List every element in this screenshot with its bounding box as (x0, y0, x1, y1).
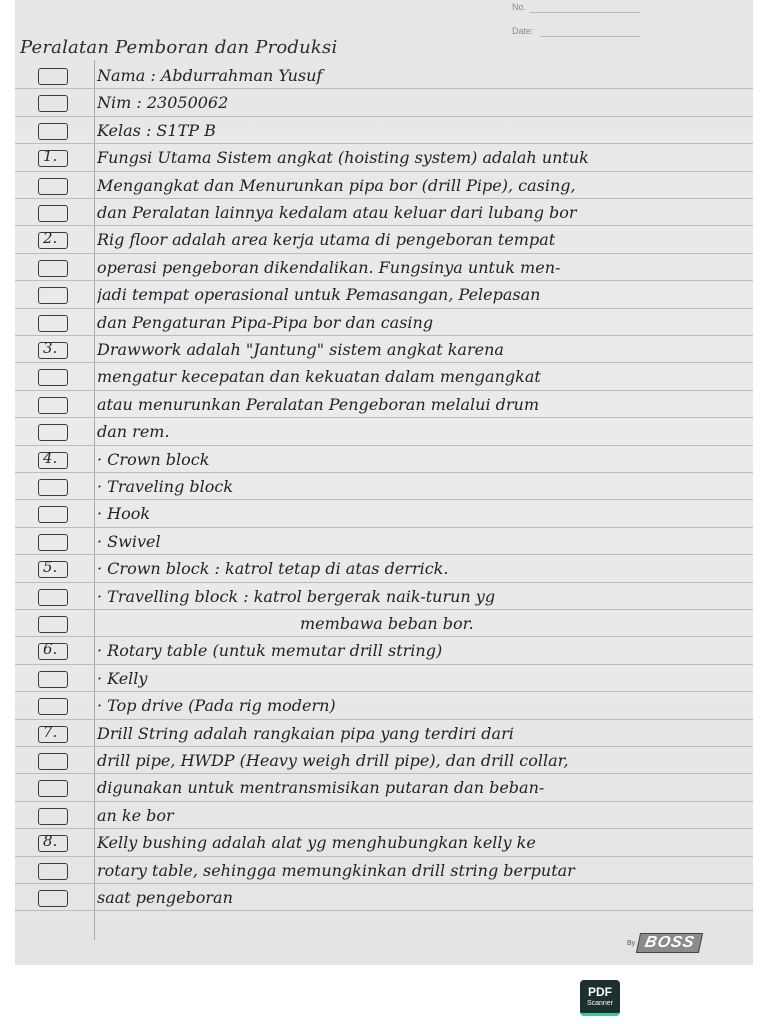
handwritten-text: dan Peralatan lainnya kedalam atau keluar dari lubang bor (97, 203, 577, 222)
handwritten-text: rotary table, sehingga memungkinkan drill string berputar (97, 860, 575, 880)
handwritten-text: Kelly bushing adalah alat yg menghubungkan kelly ke (97, 833, 536, 853)
checkbox[interactable] (38, 95, 68, 112)
handwritten-text: · Hook (97, 504, 151, 524)
list-item (15, 802, 753, 829)
handwritten-text: · Top drive (Pada rig modern) (97, 696, 336, 716)
list-item (15, 692, 753, 719)
list-item (15, 363, 753, 390)
handwritten-text: · Rotary table (untuk memutar drill string) (97, 641, 443, 661)
item-number: 5. (43, 558, 58, 577)
list-item (15, 418, 753, 445)
list-item (15, 144, 753, 171)
badge-pdf-text: PDF (588, 985, 612, 999)
checkbox[interactable] (38, 753, 68, 770)
handwritten-text: Fungsi Utama Sistem angkat (hoisting system) adalah untuk (97, 148, 589, 168)
handwritten-text: Nim : 23050062 (97, 93, 229, 113)
checkbox[interactable] (38, 506, 68, 523)
pdf-scanner-badge[interactable] (580, 980, 620, 1016)
handwritten-text: dan Pengaturan Pipa-Pipa bor dan casing (97, 312, 434, 332)
item-number: 1. (43, 147, 58, 166)
checkbox[interactable] (38, 369, 68, 386)
checkbox[interactable] (38, 178, 68, 195)
handwritten-text: Nama : Abdurrahman Yusuf (97, 66, 323, 85)
handwritten-text: · Swivel (97, 531, 161, 551)
list-item (15, 829, 753, 856)
handwritten-text: Mengangkat dan Menurunkan pipa bor (drill Pipe), casing, (97, 175, 576, 195)
handwritten-text: · Travelling block : katrol bergerak naik-turun yg (97, 586, 496, 606)
checkbox[interactable] (38, 68, 68, 85)
list-item (15, 637, 753, 664)
handwritten-text: jadi tempat operasional untuk Pemasangan, Pelepasan (97, 285, 541, 305)
handwritten-text: saat pengeboran (97, 888, 233, 907)
no-line (530, 12, 640, 13)
list-item (15, 336, 753, 363)
checkbox[interactable] (38, 890, 68, 907)
item-number: 8. (43, 832, 58, 851)
handwritten-text: Rig floor adalah area kerja utama di pengeboran tempat (97, 230, 556, 250)
list-item (15, 528, 753, 555)
checkbox[interactable] (38, 589, 68, 606)
checkbox[interactable] (38, 698, 68, 715)
date-label: Date: (512, 26, 534, 36)
page-title: Peralatan Pemboran dan Produksi (20, 37, 338, 58)
list-item (15, 665, 753, 692)
no-label: No. (512, 2, 527, 12)
list-item (15, 473, 753, 500)
item-number: 6. (43, 640, 58, 659)
handwritten-text: dan rem. (97, 422, 170, 442)
item-number: 3. (43, 339, 58, 357)
handwritten-text: atau menurunkan Peralatan Pengeboran melalui drum (97, 394, 540, 414)
handwritten-text: Kelas : S1TP B (97, 120, 216, 140)
checkbox[interactable] (38, 205, 68, 222)
handwritten-text: operasi pengeboran dikendalikan. Fungsinya untuk men- (97, 257, 561, 277)
list-item (15, 309, 753, 336)
notebook-brand (627, 933, 702, 953)
checkbox[interactable] (38, 397, 68, 414)
handwritten-text: · Traveling block (97, 477, 234, 496)
item-number: 7. (43, 722, 58, 741)
checkbox[interactable] (38, 315, 68, 332)
list-item (15, 774, 753, 801)
handwritten-text: · Crown block (97, 449, 210, 469)
checkbox[interactable] (38, 780, 68, 797)
handwritten-text: Drawwork adalah "Jantung" sistem angkat karena (97, 340, 504, 359)
badge-scanner-text: Scanner (586, 1000, 614, 1007)
checkbox[interactable] (38, 479, 68, 496)
item-number: 2. (43, 229, 58, 248)
checkbox[interactable] (38, 808, 68, 825)
list-item (15, 172, 753, 199)
list-item (15, 720, 753, 747)
checkbox[interactable] (38, 616, 68, 633)
checkbox[interactable] (38, 424, 68, 441)
item-number: 4. (43, 448, 58, 467)
ruled-line (15, 910, 753, 911)
date-line (540, 36, 640, 37)
handwritten-text: membawa beban bor. (300, 614, 474, 633)
checkbox[interactable] (38, 671, 68, 688)
list-item (15, 500, 753, 527)
checkbox[interactable] (38, 287, 68, 304)
checkbox[interactable] (38, 123, 68, 140)
notebook-page (15, 0, 753, 965)
list-item (15, 555, 753, 582)
list-item (15, 884, 753, 911)
list-item (15, 226, 753, 253)
list-item (15, 117, 753, 144)
list-item (15, 857, 753, 884)
checkbox[interactable] (38, 534, 68, 551)
handwritten-text: Drill String adalah rangkaian pipa yang terdiri dari (97, 723, 514, 743)
list-item (15, 89, 753, 116)
handwritten-text: mengatur kecepatan dan kekuatan dalam mengangkat (97, 367, 541, 387)
brand-logo: BOSS (636, 933, 704, 953)
handwritten-text: digunakan untuk mentransmisikan putaran dan beban- (97, 778, 545, 798)
checkbox[interactable] (38, 260, 68, 277)
list-item (15, 583, 753, 610)
list-item (15, 199, 753, 226)
list-item (15, 281, 753, 308)
list-item (15, 747, 753, 774)
handwritten-text: drill pipe, HWDP (Heavy weigh drill pipe), dan drill collar, (97, 751, 569, 770)
list-item (15, 610, 753, 637)
list-item (15, 62, 753, 89)
handwritten-text: · Crown block : katrol tetap di atas derrick. (97, 559, 449, 579)
list-item (15, 254, 753, 281)
list-item (15, 446, 753, 473)
list-item (15, 391, 753, 418)
handwritten-text: · Kelly (97, 668, 148, 688)
handwritten-text: an ke bor (97, 805, 174, 825)
checkbox[interactable] (38, 863, 68, 880)
brand-by-text: By (627, 939, 636, 947)
